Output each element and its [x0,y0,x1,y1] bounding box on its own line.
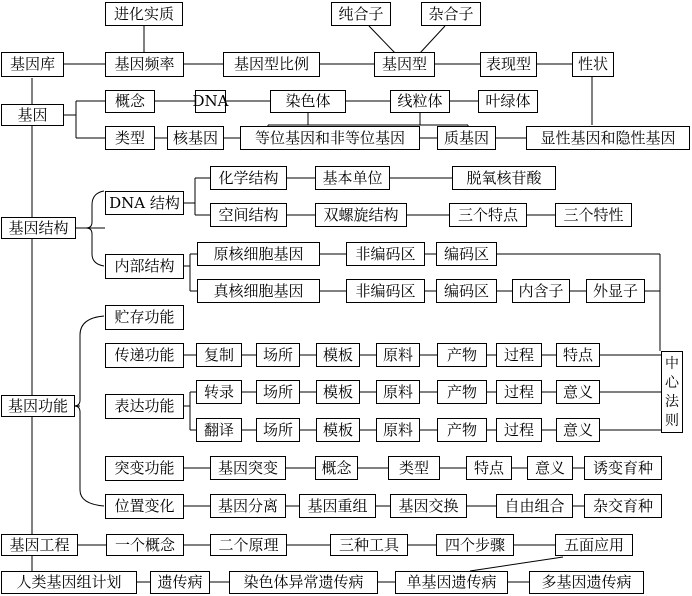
node-xianxing: 显性基因和隐性基因 [526,126,690,150]
node-sige-buzhou: 四个步骤 [436,534,514,556]
node-erge-yuanli: 二个原理 [210,534,287,556]
node-leixing: 类型 [105,126,155,150]
node-fuzhi: 复制 [196,343,242,367]
node-chunhezi: 纯合子 [331,2,391,26]
node-tuoyang: 脱氧核苷酸 [452,166,556,190]
node-zhuanlu: 转录 [196,380,242,404]
node-biaoda: 表达功能 [105,394,184,419]
node-yichuanbing: 遗传病 [150,571,210,594]
node-chuandi: 传递功能 [105,343,184,368]
node-wumian: 五面应用 [555,534,633,556]
node-muban2: 模板 [316,380,360,404]
node-jiyin-jiegou: 基因结构 [1,217,76,239]
node-jiben-danwei: 基本单位 [315,166,390,190]
node-changsuo2: 场所 [256,380,300,404]
node-yuanliao1: 原料 [376,343,420,367]
node-guocheng3: 过程 [496,418,542,442]
node-guocheng1: 过程 [496,343,542,367]
node-kongjian-jiegou: 空间结构 [210,203,287,227]
node-zhongxin-fazi [661,351,683,433]
node-tedian1: 特点 [556,343,600,367]
node-huaxue-jiegou: 化学结构 [210,166,287,190]
node-chanwu3: 产物 [437,418,487,442]
node-jiyinku: 基因库 [1,52,64,77]
node-jiyin-gongneng: 基因功能 [1,395,75,417]
node-zhucun: 贮存功能 [105,305,184,330]
node-xingzhuang: 性状 [572,52,614,77]
node-weizhi: 位置变化 [105,494,184,519]
node-biaoxianxing: 表现型 [480,52,537,77]
node-neibu-jiegou: 内部结构 [105,254,184,279]
node-jiyinxing: 基因型 [374,52,435,77]
node-shuangluoxuan: 双螺旋结构 [315,203,407,227]
node-sanzhong: 三种工具 [330,534,408,556]
node-danjiyin: 单基因遗传病 [395,571,508,594]
node-muban3: 模板 [316,418,360,442]
node-yuanliao2: 原料 [376,380,420,404]
node-zajiao: 杂交育种 [584,494,662,518]
node-xianliti: 线粒体 [390,90,450,113]
node-leixing2: 类型 [388,456,440,480]
node-gainian: 概念 [105,90,155,113]
node-gainian2: 概念 [315,456,358,480]
node-changsuo3: 场所 [256,418,300,442]
node-jiyin: 基因 [1,104,64,126]
zhongxin-char-4: 则 [665,412,679,429]
node-gongcheng: 基因工程 [1,534,78,556]
node-youbian: 诱变育种 [584,456,662,480]
node-renlei: 人类基因组计划 [1,571,137,594]
node-ziyou: 自由组合 [496,494,573,518]
node-zahezi: 杂合子 [421,2,481,26]
node-neihanzi: 内含子 [512,279,570,303]
node-jiyin-tubian: 基因突变 [210,456,286,480]
zhongxin-char-2: 心 [665,374,679,391]
node-changsuo1: 场所 [256,343,300,367]
node-duojiyin: 多基因遗传病 [529,571,644,594]
node-waixianzi: 外显子 [586,279,645,303]
node-ransesti-yichang: 染色体异常遗传病 [229,571,378,594]
zhongxin-char-3: 法 [665,393,679,410]
node-feibianma1: 非编码区 [346,242,425,266]
node-bianma2: 编码区 [436,279,497,303]
node-zhijiyin: 质基因 [437,126,496,150]
node-guocheng2: 过程 [496,380,542,404]
node-jiyin-pinlv: 基因频率 [105,52,184,77]
node-feibianma2: 非编码区 [346,279,425,303]
node-fenli: 基因分离 [210,494,286,518]
node-jiyinxing-bili: 基因型比例 [223,52,320,77]
node-dna: DNA [195,90,226,113]
node-ransesti: 染色体 [270,90,346,113]
node-yelvti: 叶绿体 [478,90,538,113]
node-hejiyin: 核基因 [167,126,224,150]
node-yiyi2: 意义 [556,380,600,404]
node-chongzu: 基因重组 [299,494,376,518]
node-jinhua-shizhi: 进化实质 [105,2,183,26]
node-tubian-gongneng: 突变功能 [105,456,184,481]
node-yige-gainian: 一个概念 [106,534,184,556]
node-zhenhe: 真核细胞基因 [197,279,320,303]
node-yuanhe: 原核细胞基因 [197,242,320,266]
node-dna-jiegou: DNA 结构 [105,191,184,215]
node-sange-texing: 三个特性 [555,203,632,227]
node-fanyi: 翻译 [196,418,242,442]
node-sange-tedian: 三个特点 [449,203,527,227]
node-yuanliao3: 原料 [376,418,420,442]
node-chanwu2: 产物 [437,380,487,404]
node-bianma1: 编码区 [436,242,497,266]
zhongxin-char-1: 中 [665,355,679,372]
node-jiaohuan: 基因交换 [390,494,467,518]
node-yiyi4: 意义 [527,456,573,480]
node-tedian2: 特点 [466,456,512,480]
node-yiyi3: 意义 [556,418,600,442]
node-muban1: 模板 [316,343,360,367]
node-dengwei: 等位基因和非等位基因 [240,126,420,150]
node-chanwu1: 产物 [437,343,487,367]
